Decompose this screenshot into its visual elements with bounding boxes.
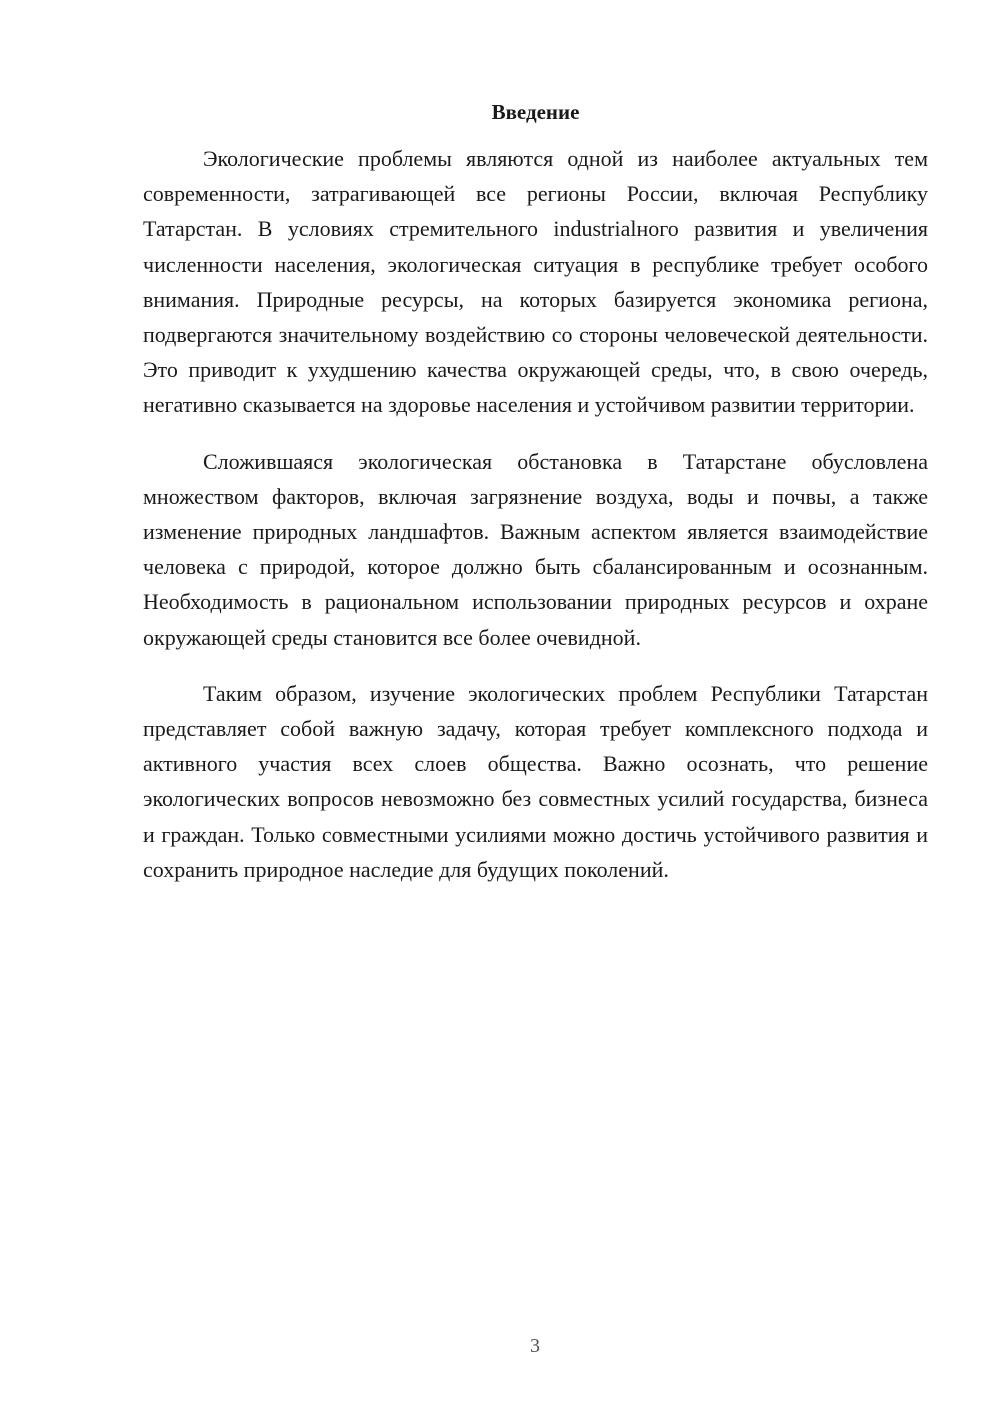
section-title: Введение bbox=[491, 100, 580, 124]
paragraph-1: Экологические проблемы являются одной из наиболее актуальных тем современности, затрагивающей все регионы России, включая Республику Татарстан. В условиях стремительного industrialного развития и увеличения численности населения, экологическая ситуация в республике требует особого внимания. Природные ресурсы, на которых базируется экономика региона, подвергаются значительному воздействию со стороны человеческой деятельности. Это приводит к ухудшению качества окружающей среды, что, в свою очередь, негативно сказывается на здоровье населения и устойчивом развитии территории. bbox=[143, 146, 928, 418]
page-number: 3 bbox=[530, 1335, 540, 1357]
paragraph-3: Таким образом, изучение экологических проблем Республики Татарстан представляет собой важную задачу, которая требует комплексного подхода и активного участия всех слоев общества. Важно осознать, что решение экологических вопросов невозможно без совместных усилий государства, бизнеса и граждан. Только совместными усилиями можно достичь устойчивого развития и сохранить природное наследие для будущих поколений. bbox=[143, 680, 928, 882]
paragraph-2: Сложившаяся экологическая обстановка в Татарстане обусловлена множеством факторов, включая загрязнение воздуха, воды и почвы, а также изменение природных ландшафтов. Важным аспектом является взаимодействие человека с природой, которое должно быть сбалансированным и осознанным. Необходимость в рациональном использовании природных ресурсов и охране окружающей среды становится все более очевидной. bbox=[143, 448, 928, 650]
body-text bbox=[143, 141, 928, 908]
